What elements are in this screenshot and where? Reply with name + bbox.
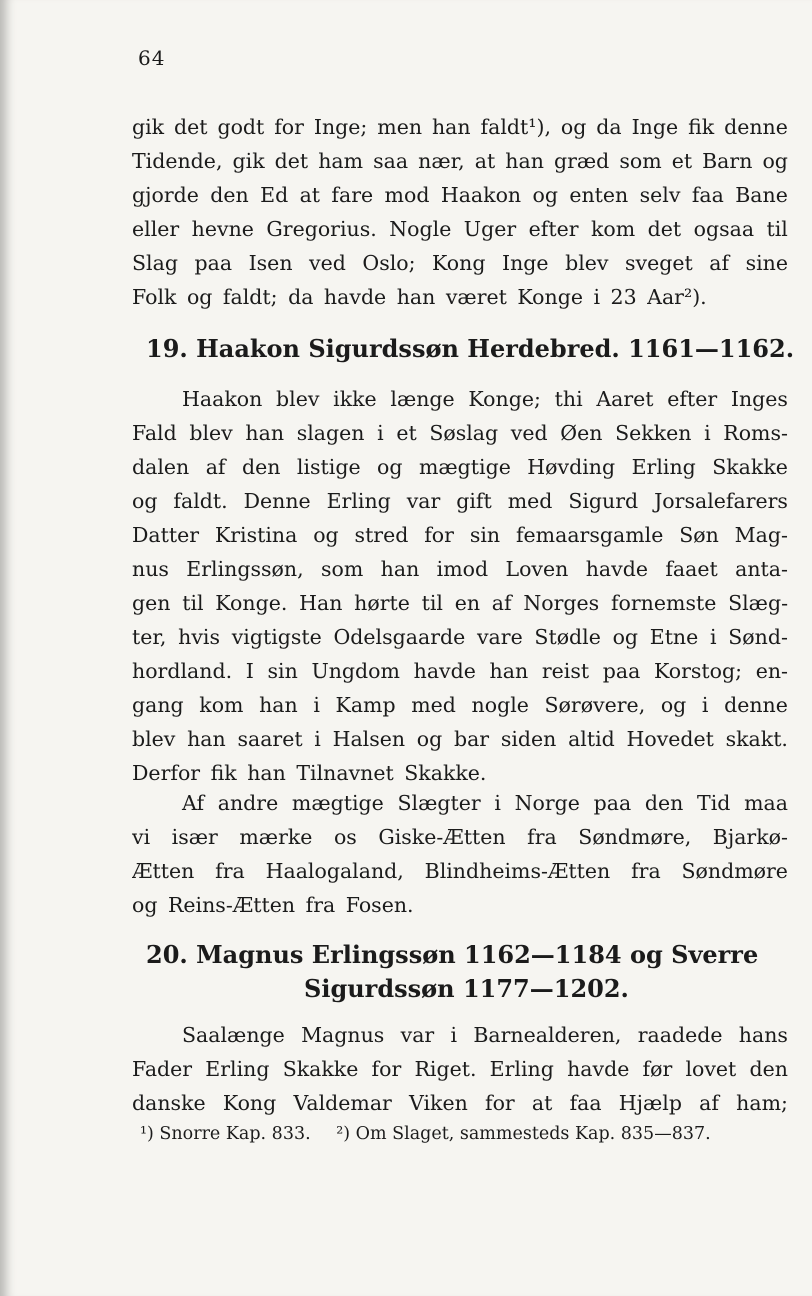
text-line: Haakon blev ikke længe Konge; thi Aaret efter Inges <box>182 387 788 411</box>
section-heading-20: 20. Magnus Erlingssøn 1162—1184 og Sverre <box>146 940 759 969</box>
paragraph-2 <box>132 382 788 790</box>
text-line: Af andre mægtige Slægter i Norge paa den Tid maa <box>182 791 788 815</box>
text-line: Datter Kristina og stred for sin femaarsgamle Søn Mag- <box>132 523 788 547</box>
text-line: Saalænge Magnus var i Barnealderen, raadede hans <box>182 1023 788 1047</box>
text-line: Fader Erling Skakke for Riget. Erling havde før lovet den <box>132 1057 788 1081</box>
text-line: Ætten fra Haalogaland, Blindheims-Ætten fra Søndmøre <box>132 859 788 883</box>
section-heading-19: 19. Haakon Sigurdssøn Herdebred. 1161—1162. <box>146 334 795 363</box>
text-line: Folk og faldt; da havde han været Konge i 23 Aar²). <box>132 285 707 309</box>
text-line: gik det godt for Inge; men han faldt¹), og da Inge fik denne <box>132 115 788 139</box>
page-number: 64 <box>138 46 166 70</box>
text-line: gang kom han i Kamp med nogle Sørøvere, og i denne <box>132 693 788 717</box>
paragraph-4 <box>132 1018 788 1120</box>
text-line: Tidende, gik det ham saa nær, at han græd som et Barn og <box>132 149 788 173</box>
paragraph-1 <box>132 110 788 314</box>
text-line: gen til Konge. Han hørte til en af Norges fornemste Slæg- <box>132 591 788 615</box>
text-line: danske Kong Valdemar Viken for at faa Hjælp af ham; <box>132 1091 788 1115</box>
text-line: hordland. I sin Ungdom havde han reist paa Korstog; en- <box>132 659 788 683</box>
text-line: ter, hvis vigtigste Odelsgaarde vare Stødle og Etne i Sønd- <box>132 625 788 649</box>
footnote-2: ²) Om Slaget, sammesteds Kap. 835—837. <box>336 1124 711 1144</box>
paragraph-3 <box>132 786 788 922</box>
footnotes <box>140 1124 780 1144</box>
text-line: Fald blev han slagen i et Søslag ved Øen Sekken i Roms- <box>132 421 788 445</box>
text-line: og faldt. Denne Erling var gift med Sigurd Jorsalefarers <box>132 489 788 513</box>
text-line: Slag paa Isen ved Oslo; Kong Inge blev sveget af sine <box>132 251 788 275</box>
section-heading-20-continued: Sigurdssøn 1177—1202. <box>304 974 629 1003</box>
text-line: Derfor fik han Tilnavnet Skakke. <box>132 761 487 785</box>
text-line: gjorde den Ed at fare mod Haakon og enten selv faa Bane <box>132 183 788 207</box>
text-line: dalen af den listige og mægtige Høvding Erling Skakke <box>132 455 788 479</box>
text-line: vi især mærke os Giske-Ætten fra Søndmøre, Bjarkø- <box>132 825 788 849</box>
footnote-1: ¹) Snorre Kap. 833. <box>140 1124 311 1144</box>
text-line: og Reins-Ætten fra Fosen. <box>132 893 414 917</box>
text-line: nus Erlingssøn, som han imod Loven havde faaet anta- <box>132 557 788 581</box>
text-line: eller hevne Gregorius. Nogle Uger efter kom det ogsaa til <box>132 217 788 241</box>
text-line: blev han saaret i Halsen og bar siden altid Hovedet skakt. <box>132 727 788 751</box>
